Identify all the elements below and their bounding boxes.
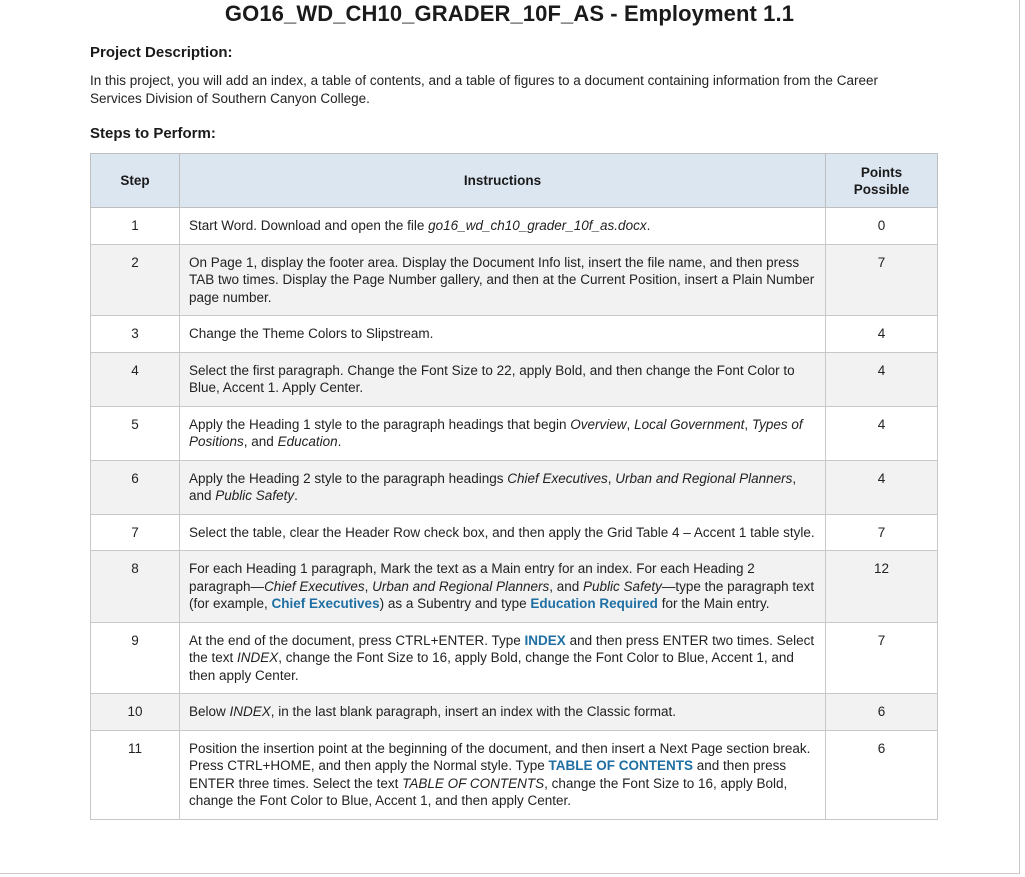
instruction-segment: INDEX: [229, 704, 271, 719]
instruction-segment: Chief Executives: [507, 470, 608, 486]
step-number: 7: [91, 514, 180, 551]
step-points: 7: [826, 514, 938, 551]
step-instructions: [180, 460, 826, 514]
instruction-segment: Chief Executives: [264, 578, 365, 594]
table-header-row: [91, 154, 938, 208]
step-instructions: [180, 352, 826, 406]
step-points: 4: [826, 316, 938, 353]
instruction-segment: , change the Font Size to 16, apply Bold, change the Font Color to Blue, Accent 1, and then apply Center.: [189, 650, 794, 683]
instruction-segment: Education: [277, 434, 338, 449]
instruction-segment: , and: [189, 470, 797, 503]
step-number: 10: [91, 694, 180, 731]
table-row: [91, 316, 938, 353]
table-row: [91, 244, 938, 316]
instruction-segment: go16_wd_ch10_grader_10f_as.docx: [428, 218, 647, 233]
instruction-segment: .: [294, 488, 298, 503]
step-instructions: [180, 551, 826, 623]
instruction-segment: .: [337, 434, 342, 449]
instruction-segment: Apply the Heading 1 style to the paragraph headings that begin: [189, 416, 571, 432]
instruction-segment: , change the Font Size to 16, apply Bold, change the Font Color to Blue, Accent 1, and then apply Center.: [189, 775, 788, 808]
table-row: [91, 208, 938, 245]
instruction-segment: Urban and Regional Planners: [615, 470, 793, 486]
table-row: [91, 730, 938, 819]
instruction-segment: INDEX: [237, 650, 279, 665]
instruction-segment: Position the insertion point at the beginning of the document, and then insert a Next Page section break. Press CTRL+HOME, and then apply the Normal style. Type: [189, 740, 811, 773]
instruction-segment: , and: [549, 578, 584, 594]
step-number: 4: [91, 352, 180, 406]
table-row: [91, 622, 938, 694]
step-instructions: [180, 730, 826, 819]
instruction-segment: TABLE OF CONTENTS: [548, 758, 694, 773]
project-description-heading: Project Description:: [90, 44, 233, 61]
instruction-segment: Start Word. Download and open the file: [189, 218, 429, 233]
step-points: 6: [826, 694, 938, 731]
instruction-segment: Education Required: [530, 596, 658, 611]
table-row: [91, 514, 938, 551]
table-row: [91, 460, 938, 514]
instruction-segment: Below: [189, 704, 230, 719]
instruction-segment: .: [646, 218, 651, 233]
instruction-segment: , and: [243, 434, 278, 449]
step-number: 5: [91, 406, 180, 460]
step-number: 9: [91, 622, 180, 694]
step-number: 8: [91, 551, 180, 623]
step-points: 6: [826, 730, 938, 819]
step-instructions: [180, 622, 826, 694]
instruction-segment: Change the Theme Colors to Slipstream.: [189, 326, 434, 341]
instruction-segment: On Page 1, display the footer area. Display the Document Info list, insert the file name, and then press TAB two times. Display the Page Number gallery, and then at the Current Position, insert a Plain Number page number.: [189, 254, 815, 305]
instruction-segment: TABLE OF CONTENTS: [402, 775, 545, 791]
steps-table: [90, 153, 938, 820]
step-instructions: [180, 316, 826, 353]
page-title: GO16_WD_CH10_GRADER_10F_AS - Employment 1.1: [224, 1, 795, 26]
instruction-segment: and then press ENTER three times. Select the text: [189, 758, 787, 791]
instruction-segment: Select the first paragraph. Change the Font Size to 22, apply Bold, and then change the Font Color to Blue, Accent 1. Apply Center.: [189, 362, 795, 395]
steps-heading: Steps to Perform:: [90, 125, 216, 142]
step-points: 4: [826, 352, 938, 406]
instruction-segment: —type the paragraph text (for example,: [189, 578, 815, 611]
instruction-segment: Chief Executives: [271, 596, 380, 611]
instruction-segment: Urban and Regional Planners: [372, 578, 550, 594]
instruction-segment: Overview: [570, 416, 627, 432]
step-number: 2: [91, 244, 180, 316]
step-points: 4: [826, 406, 938, 460]
instruction-segment: , in the last blank paragraph, insert an index with the Classic format.: [270, 704, 677, 719]
header-instructions: Instructions: [180, 154, 826, 208]
instruction-segment: ,: [626, 416, 635, 432]
instruction-segment: Public Safety: [215, 488, 295, 503]
step-instructions: [180, 514, 826, 551]
instruction-segment: INDEX: [524, 632, 566, 648]
instruction-segment: ,: [364, 578, 373, 594]
header-points: Points Possible: [826, 154, 938, 208]
project-description-text: In this project, you will add an index, a table of contents, and a table of figures to a document containing information from the Career Services Division of Southern Canyon College.: [90, 73, 878, 106]
step-points: 7: [826, 244, 938, 316]
instruction-segment: Types of Positions: [189, 416, 803, 449]
step-instructions: [180, 406, 826, 460]
instruction-segment: At the end of the document, press CTRL+ENTER. Type: [189, 632, 525, 648]
table-row: [91, 406, 938, 460]
step-number: 11: [91, 730, 180, 819]
instruction-segment: ) as a Subentry and type: [379, 596, 531, 611]
instruction-segment: ,: [607, 470, 616, 486]
table-row: [91, 352, 938, 406]
instruction-segment: for the Main entry.: [657, 596, 770, 611]
instruction-segment: ,: [744, 416, 752, 432]
instruction-segment: For each Heading 1 paragraph, Mark the text as a Main entry for an index. For each Heading 2 paragraph—: [189, 561, 755, 594]
instruction-segment: Local Government: [634, 416, 745, 432]
step-points: 4: [826, 460, 938, 514]
header-step: Step: [91, 154, 180, 208]
instruction-segment: Public Safety: [583, 578, 662, 594]
instruction-segment: Select the table, clear the Header Row check box, and then apply the Grid Table 4 – Accent 1 table style.: [189, 524, 815, 540]
table-row: [91, 551, 938, 623]
step-number: 3: [91, 316, 180, 353]
instruction-segment: and then press ENTER two times. Select the text: [189, 632, 815, 665]
step-instructions: [180, 208, 826, 245]
step-instructions: [180, 694, 826, 731]
table-row: [91, 694, 938, 731]
step-points: 7: [826, 622, 938, 694]
step-number: 1: [91, 208, 180, 245]
step-instructions: [180, 244, 826, 316]
step-points: 12: [826, 551, 938, 623]
instruction-segment: Apply the Heading 2 style to the paragraph headings: [189, 470, 508, 486]
step-number: 6: [91, 460, 180, 514]
step-points: 0: [826, 208, 938, 245]
